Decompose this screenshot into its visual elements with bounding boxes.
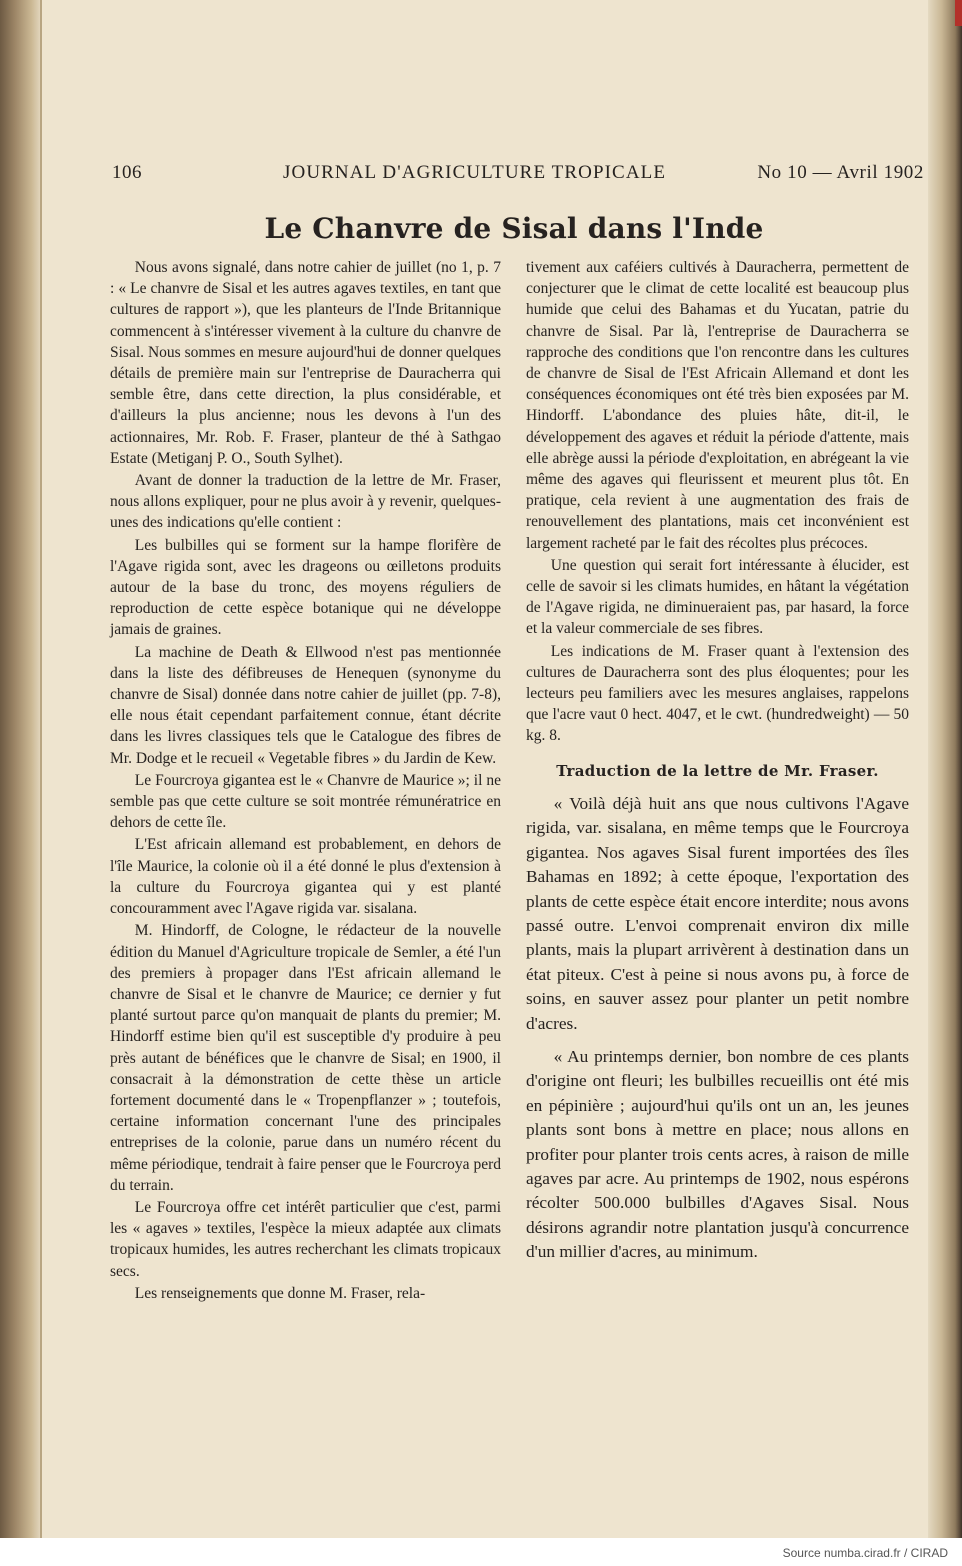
paragraph: M. Hindorff, de Cologne, le rédacteur de la nouvelle édition du Manuel d'Agriculture tropicale de Semler, a été l'un des premiers à propager dans l'Est africain allemand le chanvre de Sisal et le chanvre de Maurice; ce dernier y fut planté surtout parce qu'on manquait de plants du premier; M. Hindorff estime bien qu'il est susceptible d'y produire à peu près autant de bénéfices que le chanvre de Sisal; en 1900, il consacrait à la démonstration de cette thèse un article fortement documenté dans le « Tropenpflanzer » ; toutefois, certaine information concernant l'une des principales entreprises de la colonie, parue dans un numéro récent du même périodique, tendrait à faire penser que le Fourcroya perd du terrain. [110, 922, 501, 1194]
book-spine [0, 0, 42, 1538]
paragraph: Les bulbilles qui se forment sur la hampe florifère de l'Agave rigida sont, avec les drageons ou œilletons produits autour de la base du tronc, des moyens réguliers de reproduction de cette espèce botanique qui ne développe jamais de graines. [110, 536, 501, 639]
paragraph: Les renseignements que donne M. Fraser, rela- [134, 1284, 426, 1302]
paragraph: L'Est africain allemand est probablement, en dehors de l'île Maurice, la colonie où il a été donné le plus d'extension à la culture du Fourcroya gigantea qui y est planté concouramment avec l'Agave rigida var. sisalana. [110, 836, 501, 918]
paragraph: tivement aux caféiers cultivés à Dauracherra, permettent de conjecturer que le climat de cette localité est beaucoup plus humide que celui des Bahamas et du Yucatan, patrie du chanvre de Sisal. Par là, l'entreprise de Dauracherra se rapproche des conditions que l'on rencontre dans les cultures de chanvre de Sisal de l'Est Africain Allemand et dont les conséquences économiques ont été très bien exposées par M. Hindorff. L'abondance des pluies hâte, dit-il, le développement des agaves et réduit la période d'attente, mais elle abrège aussi la période d'exploitation, en abrégeant la vie même des agaves qui fleurissent et meurent plus tôt. En pratique, cela revient à une augmentation des frais de renouvellement des plantations, mais cet inconvénient est largement racheté par le fait des récoltes plus précoces. [526, 259, 909, 552]
journal-title: JOURNAL D'AGRICULTURE TROPICALE [283, 162, 667, 183]
bookmark-tab [955, 0, 962, 26]
paragraph: Le Fourcroya gigantea est le « Chanvre de Maurice »; il ne semble pas que cette culture se soit montrée rémunératrice en dehors de cette île. [110, 771, 501, 832]
issue-label: No 10 — Avril 1902 [757, 162, 924, 183]
paragraph: Nous avons signalé, dans notre cahier de juillet (no 1, p. 7 : « Le chanvre de Sisal et les autres agaves textiles, en tant que cultures de rapport »), que les planteurs de l'Inde Britannique commencent à s'intéresser vivement à la culture du chanvre de Sisal. Nous sommes en mesure aujourd'hui de donner quelques détails de première main sur l'entreprise de Dauracherra qui semble être, dans cette direction, la plus considérable, et d'ailleurs la plus ancienne; nous les devons à l'un des actionnaires, Mr. Rob. F. Fraser, planteur de thé à Sathgao Estate (Metiganj P. O., South Sylhet). [110, 259, 501, 467]
paragraph: La machine de Death & Ellwood n'est pas mentionnée dans la liste des défibreuses de Henequen (synonyme du chanvre de Sisal) donnée dans notre cahier de juillet (pp. 7-8), elle nous était cependant parfaitement connue, étant décrite dans les livres classiques tels que le Catalogue des fibres de Mr. Dodge et le recueil « Vegetable fibres » du Jardin de Kew. [110, 643, 501, 767]
left-column [110, 257, 501, 1304]
paragraph: Une question qui serait fort intéressante à élucider, est celle de savoir si les climats humides, en hâtant la végétation de l'Agave rigida, ne diminueraient pas, par hasard, la force et la valeur commerciale de ses fibres. [526, 556, 909, 638]
page-edge [928, 0, 962, 1538]
paragraph: Avant de donner la traduction de la lettre de Mr. Fraser, nous allons expliquer, pour ne plus avoir à y revenir, quelques-unes des indications qu'elle contient : [110, 472, 501, 532]
paragraph: Les indications de M. Fraser quant à l'extension des cultures de Dauracherra sont des plus éloquentes; pour les lecteurs peu familiers avec les mesures anglaises, rappelons que l'acre vaut 0 hect. 4047, et le cwt. (hundredweight) — 50 kg. 8. [526, 642, 909, 745]
source-credit: Source numba.cirad.fr / CIRAD [782, 1546, 948, 1560]
running-head [112, 162, 924, 192]
right-column [526, 257, 909, 1265]
paragraph: Le Fourcroya offre cet intérêt particulier que c'est, parmi les « agaves » textiles, l'espèce la mieux adaptée aux climats tropicaux humides, les autres recherchant les climats tropicaux secs. [110, 1198, 501, 1280]
gutter-line [40, 0, 42, 1538]
article-title: Le Chanvre de Sisal dans l'Inde [264, 212, 764, 245]
page-number: 106 [112, 162, 142, 183]
page-body [96, 0, 922, 1538]
letter-paragraph: « Au printemps dernier, bon nombre de ces plants d'origine ont fleuri; les bulbilles recueillis ont été mis en pépinière ; aujourd'hui qu'ils ont un an, les jeunes plants sont bons à mettre en place; nous allons en profiter pour planter trois cents acres, à raison de mille agaves par acre. Au printemps de 1902, nous espérons récolter 500.000 bulbilles d'Agaves Sisal. Nous désirons agrandir notre plantation jusqu'à concurrence d'un millier d'acres, au minimum. [526, 1046, 909, 1262]
section-subheading: Traduction de la lettre de Mr. Fraser. [556, 761, 879, 780]
letter-translation [526, 792, 909, 1265]
letter-paragraph: « Voilà déjà huit ans que nous cultivons l'Agave rigida, var. sisalana, en même temps que le Fourcroya gigantea. Nos agaves Sisal furent importées des îles Bahamas en 1892; à cette époque, l'exportation des plants de cette espèce était encore interdite; nous avons passé outre. L'envoi comprenait environ dix mille plants, mais la plupart arrivèrent à destination dans un état piteux. C'est à peine si nous avons pu, à force de soins, en sauver assez pour planter un petit nombre d'acres. [526, 793, 909, 1033]
